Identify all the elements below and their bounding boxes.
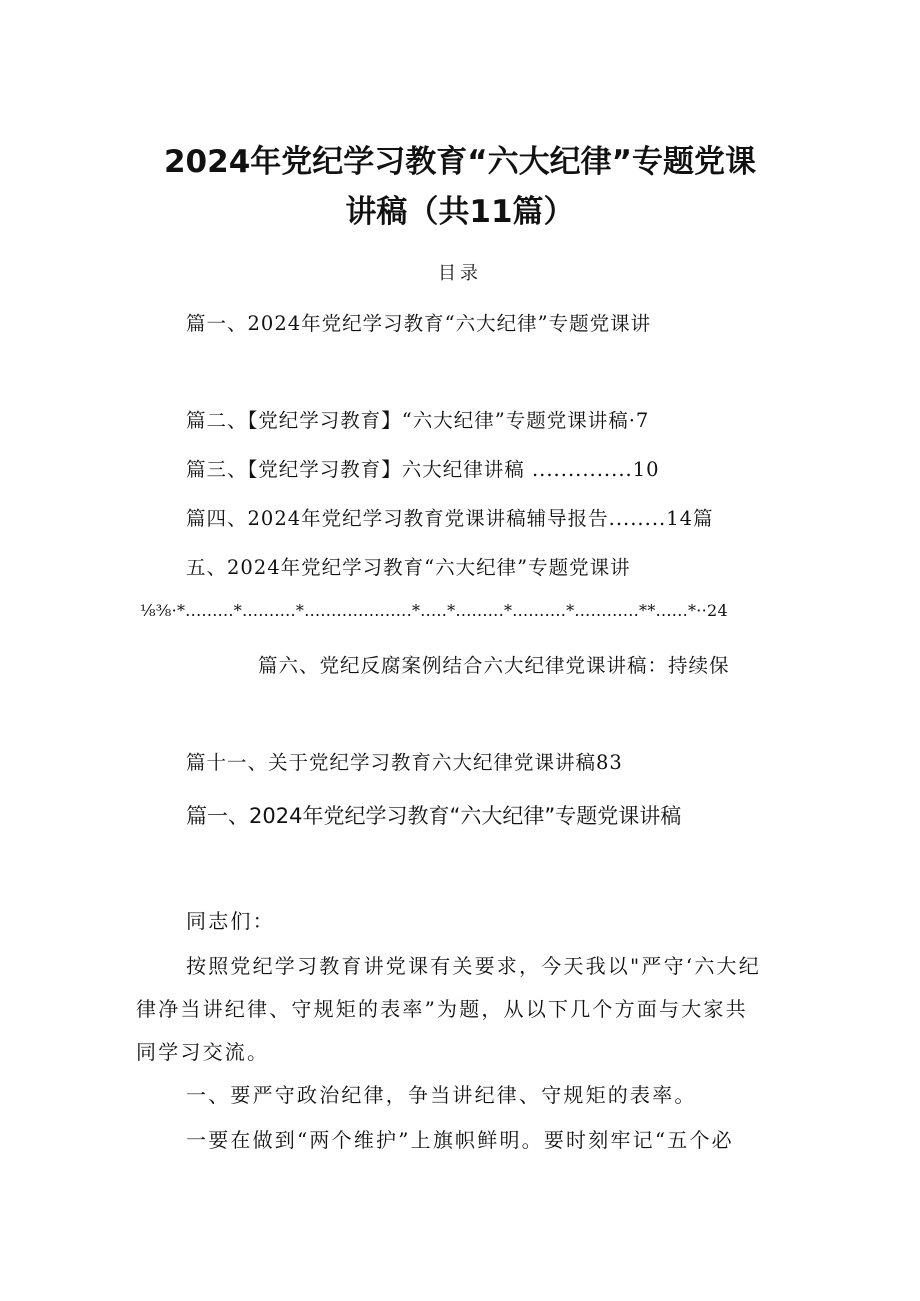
body-paragraph-line: 按照党纪学习教育讲党课有关要求，今天我以"严守‘六大纪 <box>186 954 761 978</box>
toc-item-11[interactable]: 篇十一、关于党纪学习教育六大纪律党课讲稿83 <box>186 751 623 774</box>
body-paragraph-line: 律净当讲纪律、守规矩的表率”为题，从以下几个方面与大家共 <box>136 997 748 1021</box>
toc-heading: 目录 <box>438 263 482 284</box>
toc-item-3[interactable]: 篇三、【党纪学习教育】六大纪律讲稿 ..............10 <box>186 458 660 481</box>
toc-item-6[interactable]: 篇六、党纪反腐案例结合六大纪律党课讲稿：持续保 <box>258 654 730 677</box>
body-paragraph-salutation: 同志们： <box>186 909 275 933</box>
toc-item-5-leader: ⅛⅜·*.........*..........*....................*.....*.........*..........*............**......*··24 <box>140 601 728 620</box>
toc-item-4[interactable]: 篇四、2024年党纪学习教育党课讲稿辅导报告........14篇 <box>186 507 714 530</box>
toc-item-2[interactable]: 篇二、【党纪学习教育】“六大纪律”专题党课讲稿·7 <box>186 409 650 432</box>
body-paragraph-line: 同学习交流。 <box>136 1040 270 1064</box>
body-heading-1: 一、要严守政治纪律，争当讲纪律、守规矩的表率。 <box>186 1083 697 1107</box>
document-title-line-2: 讲稿（共11篇） <box>345 194 575 230</box>
toc-item-5[interactable]: 五、2024年党纪学习教育“六大纪律”专题党课讲 <box>186 556 631 579</box>
toc-item-1[interactable]: 篇一、2024年党纪学习教育“六大纪律”专题党课讲 <box>186 312 652 335</box>
document-title-line-1: 2024年党纪学习教育“六大纪律”专题党课 <box>163 144 757 180</box>
section-title: 篇一、2024年党纪学习教育“六大纪律”专题党课讲稿 <box>186 804 682 828</box>
body-paragraph-line: 一要在做到“两个维护”上旗帜鲜明。要时刻牢记“五个必 <box>186 1128 734 1152</box>
